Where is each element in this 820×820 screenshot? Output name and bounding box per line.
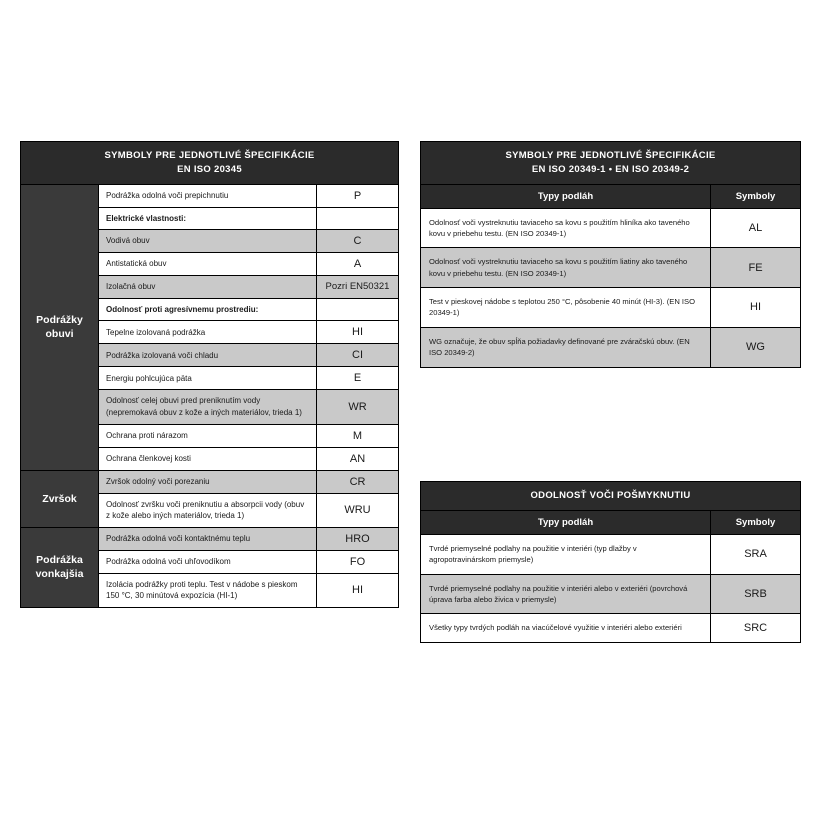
- row-symbol: [317, 298, 399, 321]
- row-symbol: M: [317, 424, 399, 447]
- row-description: WG označuje, že obuv spĺňa požiadavky definované pre zváračskú obuv. (EN ISO 20349-2): [421, 327, 711, 367]
- row-description: Elektrické vlastnosti:: [99, 207, 317, 230]
- group-label-text: Zvršok: [42, 492, 77, 505]
- table-header-row: [421, 142, 801, 185]
- row-symbol: CR: [317, 470, 399, 493]
- row-description: Odolnosť celej obuvi pred preniknutím vody (nepremokavá obuv z kože a iných materiálov, trieda 1): [99, 390, 317, 424]
- right-top-title-line2: EN ISO 20349-1 • EN ISO 20349-2: [531, 163, 690, 175]
- row-description: Všetky typy tvrdých podláh na viacúčelové využitie v interiéri alebo exteriéri: [421, 614, 711, 642]
- left-table: [20, 141, 399, 608]
- row-description: Tvrdé priemyselné podlahy na použitie v interiéri (typ dlažby v agropotravinárskom priemysle): [421, 534, 711, 574]
- row-symbol: Pozri EN50321: [317, 276, 399, 299]
- left-table-title: [21, 142, 399, 185]
- row-symbol: CI: [317, 344, 399, 367]
- row-symbol: FO: [317, 550, 399, 573]
- row-description: Podrážka odolná voči kontaktnému teplu: [99, 527, 317, 550]
- row-symbol: SRB: [711, 574, 801, 614]
- table-row: [21, 184, 399, 207]
- right-top-table-title: [421, 142, 801, 185]
- table-row: [421, 208, 801, 248]
- row-symbol: WG: [711, 327, 801, 367]
- row-description: Tvrdé priemyselné podlahy na použitie v interiéri alebo v exteriéri (povrchová úprava farba alebo živica v priemysle): [421, 574, 711, 614]
- right-top-table: [420, 141, 801, 368]
- row-symbol: HI: [317, 573, 399, 607]
- row-description: Izolácia podrážky proti teplu. Test v nádobe s pieskom 150 °C, 30 minútová expozícia (HI-1): [99, 573, 317, 607]
- right-bottom-table: [420, 481, 801, 643]
- row-symbol: [317, 207, 399, 230]
- en-iso-20349-table: [420, 141, 800, 368]
- column-header-symboly: Symboly: [711, 184, 801, 208]
- right-top-title-line1: SYMBOLY PRE JEDNOTLIVÉ ŠPECIFIKÁCIE: [505, 150, 716, 161]
- column-header-typy-podlah: Typy podláh: [421, 184, 711, 208]
- en-iso-20345-table: [20, 141, 398, 608]
- table-column-header-row: [421, 184, 801, 208]
- row-description: Odolnosť voči vystreknutiu taviaceho sa kovu s použitím liatiny ako taveného kovu v priebehu testu. (EN ISO 20349-1): [421, 248, 711, 288]
- table-row: [421, 574, 801, 614]
- table-row: [421, 614, 801, 642]
- row-description: Zvršok odolný voči porezaniu: [99, 470, 317, 493]
- table-header-row: [21, 142, 399, 185]
- row-symbol: SRA: [711, 534, 801, 574]
- row-symbol: A: [317, 253, 399, 276]
- group-label-zvrsok: [21, 470, 99, 527]
- table-row: [421, 288, 801, 328]
- slip-resistance-table: [420, 481, 800, 643]
- row-symbol: HRO: [317, 527, 399, 550]
- row-symbol: C: [317, 230, 399, 253]
- row-description: Podrážka izolovaná voči chladu: [99, 344, 317, 367]
- column-header-symboly: Symboly: [711, 510, 801, 534]
- row-symbol: WRU: [317, 493, 399, 527]
- row-symbol: HI: [317, 321, 399, 344]
- row-description: Test v pieskovej nádobe s teplotou 250 °C, pôsobenie 40 minút (HI-3). (EN ISO 20349-1): [421, 288, 711, 328]
- row-symbol: P: [317, 184, 399, 207]
- row-description: Ochrana členkovej kosti: [99, 447, 317, 470]
- group-label-podrazka-vonkajsia: [21, 527, 99, 607]
- row-description: Podrážka odolná voči uhľovodíkom: [99, 550, 317, 573]
- table-header-row: [421, 482, 801, 511]
- row-description: Antistatická obuv: [99, 253, 317, 276]
- table-row: [421, 327, 801, 367]
- left-table-title-line1: SYMBOLY PRE JEDNOTLIVÉ ŠPECIFIKÁCIE: [104, 150, 315, 161]
- table-row: [421, 248, 801, 288]
- row-description: Energiu pohlcujúca päta: [99, 367, 317, 390]
- row-description: Izolačná obuv: [99, 276, 317, 299]
- row-symbol: AN: [317, 447, 399, 470]
- table-row: [421, 534, 801, 574]
- row-symbol: FE: [711, 248, 801, 288]
- row-description: Vodivá obuv: [99, 230, 317, 253]
- row-description: Odolnosť proti agresívnemu prostrediu:: [99, 298, 317, 321]
- group-label-text: Podrážky obuvi: [36, 313, 83, 341]
- row-symbol: E: [317, 367, 399, 390]
- column-header-typy-podlah: Typy podláh: [421, 510, 711, 534]
- group-label-podrazky-obuvi: [21, 184, 99, 470]
- row-description: Ochrana proti nárazom: [99, 424, 317, 447]
- table-column-header-row: [421, 510, 801, 534]
- row-description: Podrážka odolná voči prepichnutiu: [99, 184, 317, 207]
- row-symbol: WR: [317, 390, 399, 424]
- right-bottom-table-title: ODOLNOSŤ VOČI POŠMYKNUTIU: [421, 482, 801, 511]
- row-description: Tepelne izolovaná podrážka: [99, 321, 317, 344]
- left-table-title-line2: EN ISO 20345: [177, 163, 242, 175]
- group-label-text: Podrážka vonkajšia: [35, 554, 84, 581]
- row-symbol: AL: [711, 208, 801, 248]
- row-symbol: HI: [711, 288, 801, 328]
- table-row: [21, 470, 399, 493]
- row-symbol: SRC: [711, 614, 801, 642]
- row-description: Odolnosť zvršku voči preniknutiu a absorpcii vody (obuv z kože alebo iných materiálov, trieda 1): [99, 493, 317, 527]
- table-row: [21, 527, 399, 550]
- row-description: Odolnosť voči vystreknutiu taviaceho sa kovu s použitím hliníka ako taveného kovu v priebehu testu. (EN ISO 20349-1): [421, 208, 711, 248]
